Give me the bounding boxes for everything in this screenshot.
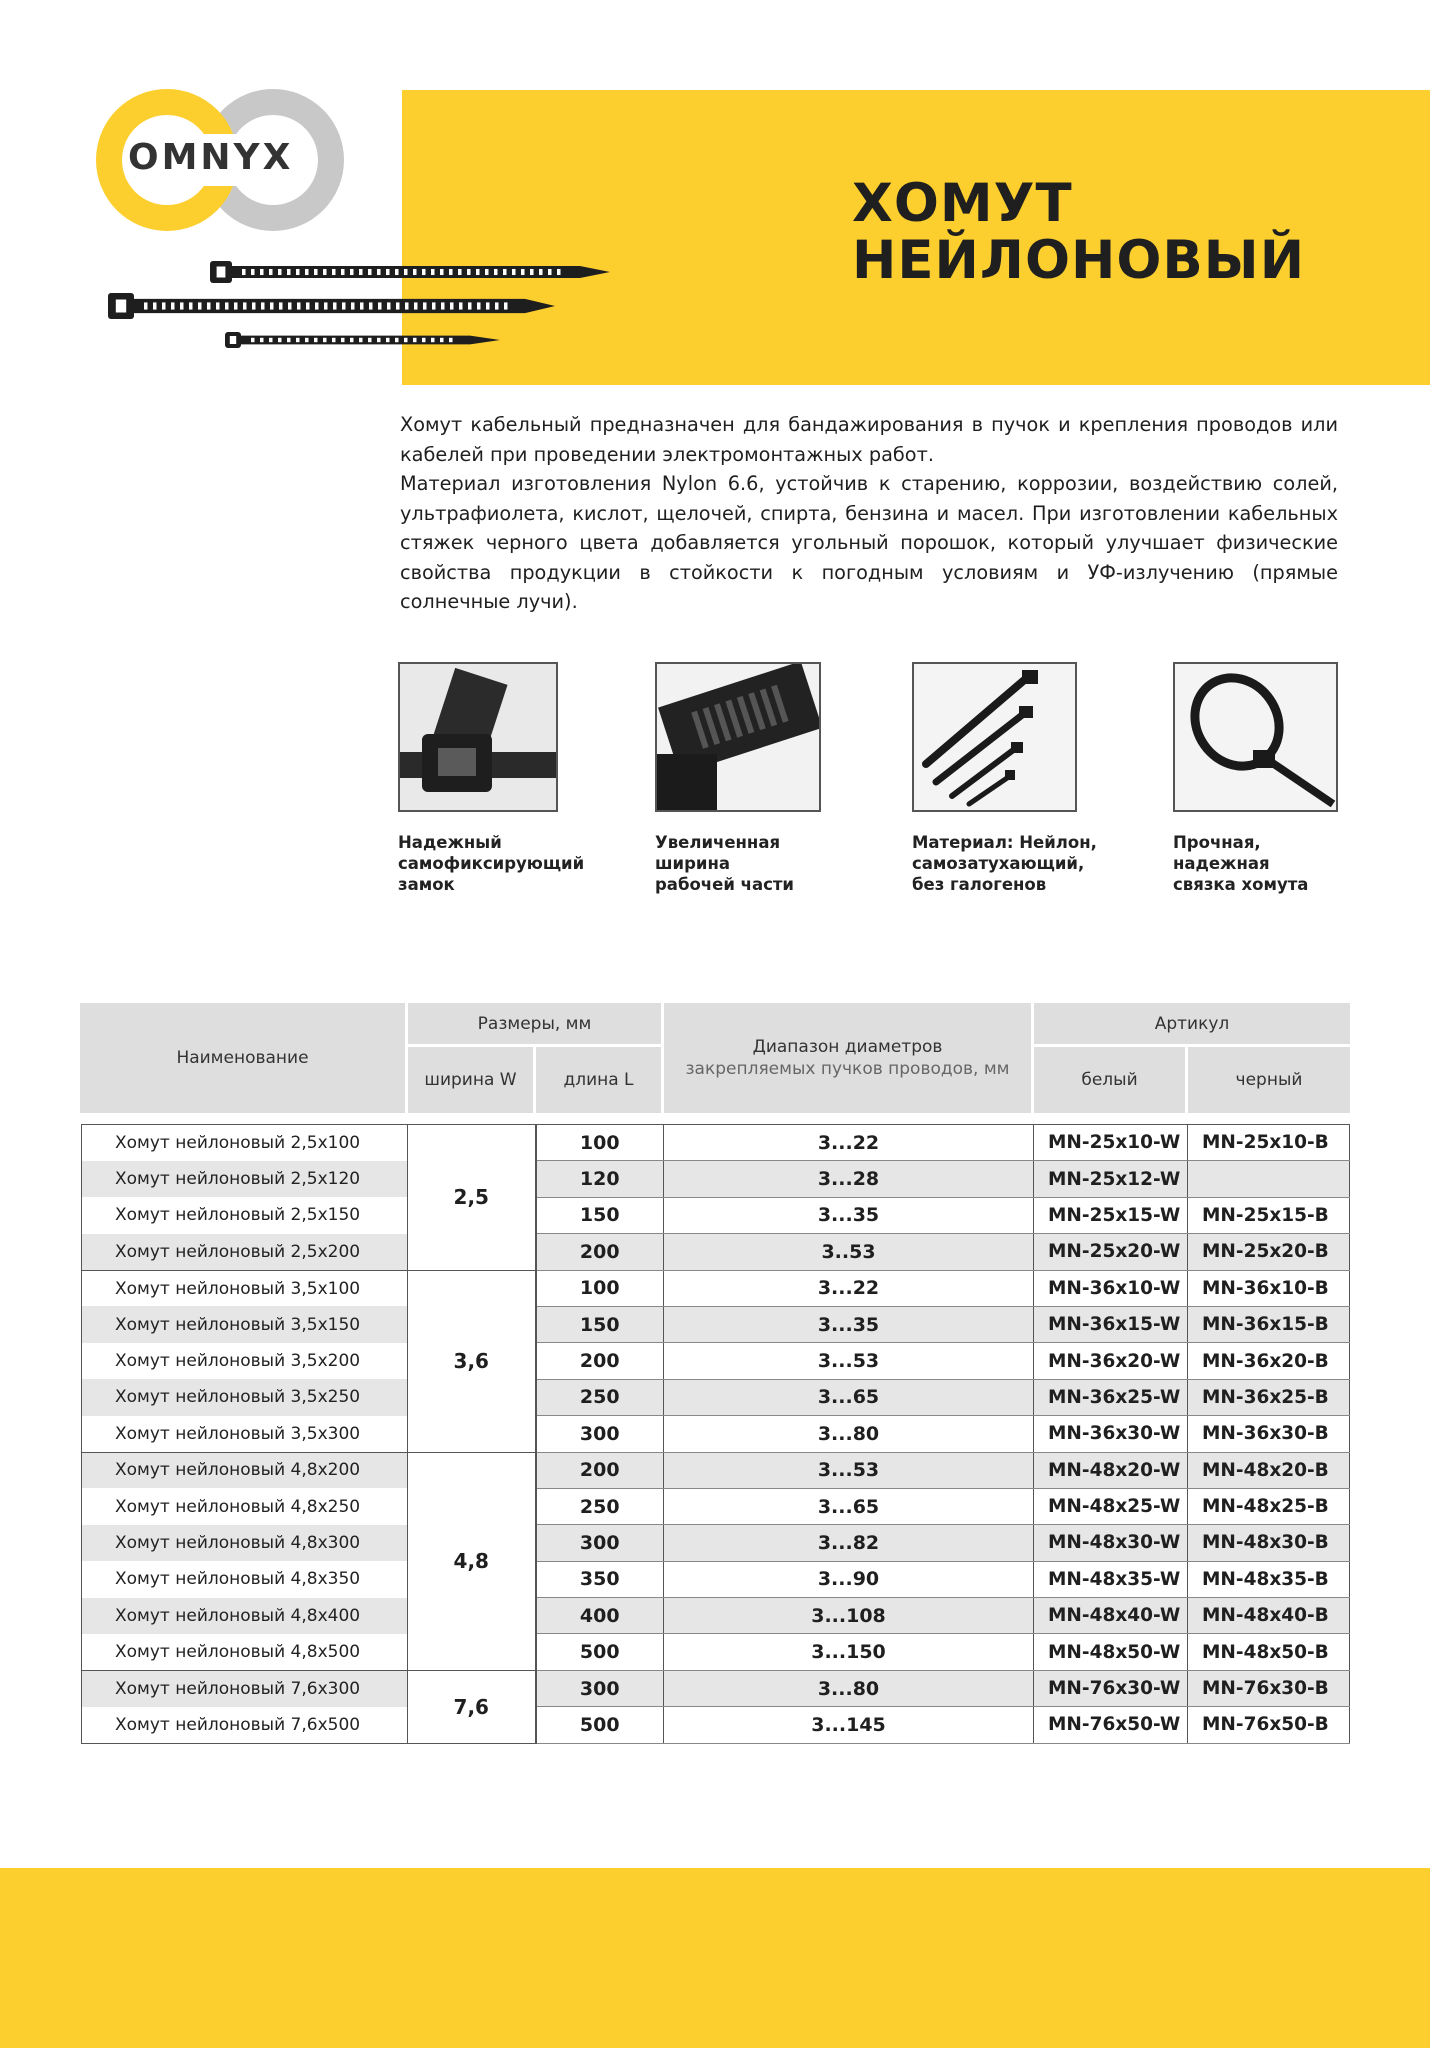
- cell-article-white: MN-36x20-W: [1034, 1343, 1188, 1379]
- cell-article-black: MN-36x20-B: [1188, 1343, 1350, 1379]
- cell-article-white: MN-25x12-W: [1034, 1161, 1188, 1197]
- cell-length: 150: [536, 1306, 664, 1342]
- cell-length: 100: [536, 1270, 664, 1306]
- header-sizes: Размеры, мм: [408, 1003, 661, 1044]
- feature-caption: Прочная, надежная связка хомута: [1173, 833, 1309, 894]
- cell-article-white: MN-48x50-W: [1034, 1634, 1188, 1670]
- cell-range: 3...53: [664, 1452, 1034, 1488]
- cell-article-white: MN-36x10-W: [1034, 1270, 1188, 1306]
- cable-ties-icon: [105, 255, 615, 355]
- cell-article-black: MN-36x10-B: [1188, 1270, 1350, 1306]
- cell-name: Хомут нейлоновый 3,5х200: [82, 1343, 408, 1379]
- cell-range: 3...65: [664, 1379, 1034, 1415]
- cell-article-black: [1188, 1161, 1350, 1197]
- title-line-1: ХОМУТ: [852, 173, 1073, 234]
- header-range-line1: Диапазон диаметров: [752, 1037, 943, 1057]
- table-row: [82, 1525, 1350, 1561]
- page-title: [852, 175, 1305, 289]
- cell-length: 400: [536, 1598, 664, 1634]
- cell-width: 2,5: [408, 1125, 536, 1271]
- cell-range: 3...80: [664, 1416, 1034, 1452]
- table-row: [82, 1452, 1350, 1488]
- cell-range: 3...82: [664, 1525, 1034, 1561]
- description-paragraph-2: Материал изготовления Nylon 6.6, устойчив к старению, коррозии, воздействию солей, ультрафиолета, кислот, щелочей, спирта, бензина и масел. При изготовлении кабельных стяжек черного цвета добавляется угольный порошок, который улучшает физические свойства продукции в стойкости к погодным условиям и УФ-излучению (прямые солнечные лучи).: [400, 472, 1338, 613]
- cell-length: 300: [536, 1525, 664, 1561]
- cell-article-black: MN-48x30-B: [1188, 1525, 1350, 1561]
- cell-width: 3,6: [408, 1270, 536, 1452]
- cell-name: Хомут нейлоновый 4,8х300: [82, 1525, 408, 1561]
- table-header: [80, 1003, 1350, 1113]
- cell-article-white: MN-76x50-W: [1034, 1707, 1188, 1743]
- cell-range: 3...80: [664, 1670, 1034, 1706]
- table-row: [82, 1234, 1350, 1270]
- cell-length: 200: [536, 1343, 664, 1379]
- table-row: [82, 1634, 1350, 1670]
- cell-name: Хомут нейлоновый 3,5х300: [82, 1416, 408, 1452]
- cell-article-black: MN-25x20-B: [1188, 1234, 1350, 1270]
- table-row: [82, 1343, 1350, 1379]
- table-row: [82, 1306, 1350, 1342]
- feature-lock: [398, 662, 598, 895]
- header-length: длина L: [536, 1047, 661, 1113]
- feature-caption: Надежный самофиксирующий замок: [398, 833, 585, 894]
- table-row: [82, 1161, 1350, 1197]
- cell-range: 3...65: [664, 1488, 1034, 1524]
- cell-article-white: MN-25x10-W: [1034, 1125, 1188, 1161]
- tie-strap-photo-icon: [655, 662, 821, 812]
- feature-strap: [655, 662, 855, 895]
- cell-article-white: MN-36x30-W: [1034, 1416, 1188, 1452]
- cell-range: 3...22: [664, 1125, 1034, 1161]
- title-line-2: НЕЙЛОНОВЫЙ: [852, 230, 1306, 291]
- cell-article-black: MN-48x35-B: [1188, 1561, 1350, 1597]
- table-row: [82, 1270, 1350, 1306]
- cell-article-black: MN-25x15-B: [1188, 1197, 1350, 1233]
- cell-article-white: MN-48x30-W: [1034, 1525, 1188, 1561]
- cell-article-white: MN-25x20-W: [1034, 1234, 1188, 1270]
- cell-width: 7,6: [408, 1670, 536, 1743]
- cell-article-white: MN-36x25-W: [1034, 1379, 1188, 1415]
- header-range-line2: закрепляемых пучков проводов, мм: [685, 1059, 1010, 1079]
- cell-article-white: MN-48x35-W: [1034, 1561, 1188, 1597]
- cell-name: Хомут нейлоновый 2,5х200: [82, 1234, 408, 1270]
- cell-length: 500: [536, 1707, 664, 1743]
- header-name: Наименование: [80, 1003, 405, 1113]
- cell-article-black: MN-36x25-B: [1188, 1379, 1350, 1415]
- cell-range: 3...22: [664, 1270, 1034, 1306]
- cell-name: Хомут нейлоновый 4,8х200: [82, 1452, 408, 1488]
- cell-range: 3...35: [664, 1306, 1034, 1342]
- cell-length: 200: [536, 1234, 664, 1270]
- cell-length: 100: [536, 1125, 664, 1161]
- cell-article-black: MN-48x50-B: [1188, 1634, 1350, 1670]
- cell-article-white: MN-48x40-W: [1034, 1598, 1188, 1634]
- cell-range: 3...53: [664, 1343, 1034, 1379]
- cell-length: 120: [536, 1161, 664, 1197]
- feature-loop: [1173, 662, 1373, 895]
- cell-name: Хомут нейлоновый 4,8х250: [82, 1488, 408, 1524]
- cell-article-black: MN-48x25-B: [1188, 1488, 1350, 1524]
- footer-band: [0, 1868, 1430, 2048]
- feature-caption: Материал: Нейлон, самозатухающий, без галогенов: [912, 833, 1097, 894]
- cell-name: Хомут нейлоновый 7,6х300: [82, 1670, 408, 1706]
- cell-article-black: MN-76x30-B: [1188, 1670, 1350, 1706]
- cell-range: 3..53: [664, 1234, 1034, 1270]
- header-black: черный: [1188, 1047, 1350, 1113]
- cell-length: 200: [536, 1452, 664, 1488]
- cell-length: 300: [536, 1416, 664, 1452]
- cell-article-black: MN-36x30-B: [1188, 1416, 1350, 1452]
- header-white: белый: [1034, 1047, 1185, 1113]
- header-article: Артикул: [1034, 1003, 1350, 1044]
- cell-name: Хомут нейлоновый 7,6х500: [82, 1707, 408, 1743]
- product-table: [81, 1124, 1350, 1744]
- cell-name: Хомут нейлоновый 2,5х120: [82, 1161, 408, 1197]
- cell-range: 3...28: [664, 1161, 1034, 1197]
- tie-set-photo-icon: [912, 662, 1077, 812]
- feature-material: [912, 662, 1112, 895]
- lock-head-photo-icon: [398, 662, 558, 812]
- cell-length: 150: [536, 1197, 664, 1233]
- cell-length: 350: [536, 1561, 664, 1597]
- cell-name: Хомут нейлоновый 2,5х150: [82, 1197, 408, 1233]
- table-row: [82, 1197, 1350, 1233]
- cell-length: 250: [536, 1379, 664, 1415]
- cell-article-black: MN-48x20-B: [1188, 1452, 1350, 1488]
- description-paragraph-1: Хомут кабельный предназначен для бандажирования в пучок и крепления проводов или кабелей при проведении электромонтажных работ.: [400, 413, 1338, 466]
- feature-caption: Увеличенная ширина рабочей части: [655, 833, 794, 894]
- cell-name: Хомут нейлоновый 3,5х150: [82, 1306, 408, 1342]
- cell-length: 500: [536, 1634, 664, 1670]
- brand-name: OMNYX: [128, 137, 294, 178]
- cell-name: Хомут нейлоновый 4,8х500: [82, 1634, 408, 1670]
- cell-length: 250: [536, 1488, 664, 1524]
- cell-length: 300: [536, 1670, 664, 1706]
- table-row: [82, 1416, 1350, 1452]
- cell-range: 3...150: [664, 1634, 1034, 1670]
- product-description: [400, 410, 1338, 617]
- cell-range: 3...35: [664, 1197, 1034, 1233]
- header-width: ширина W: [408, 1047, 533, 1113]
- cell-article-white: MN-48x25-W: [1034, 1488, 1188, 1524]
- cell-article-black: MN-36x15-B: [1188, 1306, 1350, 1342]
- cell-range: 3...90: [664, 1561, 1034, 1597]
- cell-article-white: MN-76x30-W: [1034, 1670, 1188, 1706]
- cell-range: 3...108: [664, 1598, 1034, 1634]
- table-row: [82, 1488, 1350, 1524]
- table-row: [82, 1125, 1350, 1161]
- cell-name: Хомут нейлоновый 2,5х100: [82, 1125, 408, 1161]
- table-row: [82, 1707, 1350, 1743]
- cell-article-white: MN-36x15-W: [1034, 1306, 1188, 1342]
- header-range: [664, 1003, 1031, 1113]
- cell-article-black: MN-48x40-B: [1188, 1598, 1350, 1634]
- cell-article-black: MN-25x10-B: [1188, 1125, 1350, 1161]
- cell-name: Хомут нейлоновый 3,5х250: [82, 1379, 408, 1415]
- cell-name: Хомут нейлоновый 4,8х350: [82, 1561, 408, 1597]
- cell-range: 3...145: [664, 1707, 1034, 1743]
- cell-article-white: MN-48x20-W: [1034, 1452, 1188, 1488]
- cell-article-white: MN-25x15-W: [1034, 1197, 1188, 1233]
- cell-name: Хомут нейлоновый 3,5х100: [82, 1270, 408, 1306]
- tie-loop-photo-icon: [1173, 662, 1338, 812]
- table-row: [82, 1670, 1350, 1706]
- cell-name: Хомут нейлоновый 4,8х400: [82, 1598, 408, 1634]
- cell-article-black: MN-76x50-B: [1188, 1707, 1350, 1743]
- table-row: [82, 1379, 1350, 1415]
- table-row: [82, 1598, 1350, 1634]
- table-row: [82, 1561, 1350, 1597]
- cell-width: 4,8: [408, 1452, 536, 1670]
